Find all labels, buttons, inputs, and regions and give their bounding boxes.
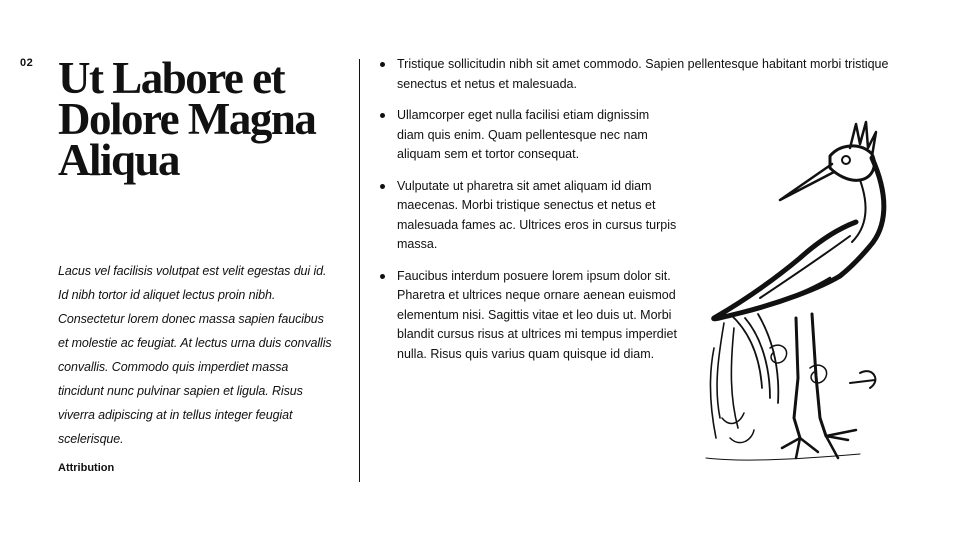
vertical-divider: [359, 59, 360, 482]
attribution: Attribution: [58, 462, 115, 474]
quote-text: Lacus vel facilisis volutpat est velit egestas dui id. Id nibh tortor id aliquet lectus proin nibh. Consectetur lorem donec massa sapien faucibus et molestie ac feugiat. At lectus urna duis convallis convallis. Commodo quis imperdiet massa tincidunt nunc pulvinar sapien et ligula. Risus viverra adipiscing at in tellus integer feugiat scelerisque.: [58, 264, 332, 446]
bullet-item: Tristique sollicitudin nibh sit amet commodo. Sapien pellentesque habitant morbi tristique senectus et netus et malesuada.: [377, 55, 907, 94]
heron-sketch-icon: [700, 118, 890, 468]
bullet-item: Ullamcorper eget nulla facilisi etiam dignissim diam quis enim. Quam pellentesque nec nam aliquam sem et tortor consequat.: [377, 106, 677, 165]
bullet-item: Faucibus interdum posuere lorem ipsum dolor sit. Pharetra et ultrices neque ornare aenean euismod elementum nisi. Sagittis vitae et leo duis ut. Morbi blandit cursus risus at ultrices mi tempus imperdiet nulla. Risus quis varius quam quisque id diam.: [377, 267, 677, 365]
slide-title: Ut Labore et Dolore Magna Aliqua: [58, 53, 316, 185]
slide-number: 02: [20, 57, 34, 69]
bullet-item: Vulputate ut pharetra sit amet aliquam id diam maecenas. Morbi tristique senectus et netus et malesuada fames ac. Ultrices eros in cursus turpis massa.: [377, 177, 677, 255]
